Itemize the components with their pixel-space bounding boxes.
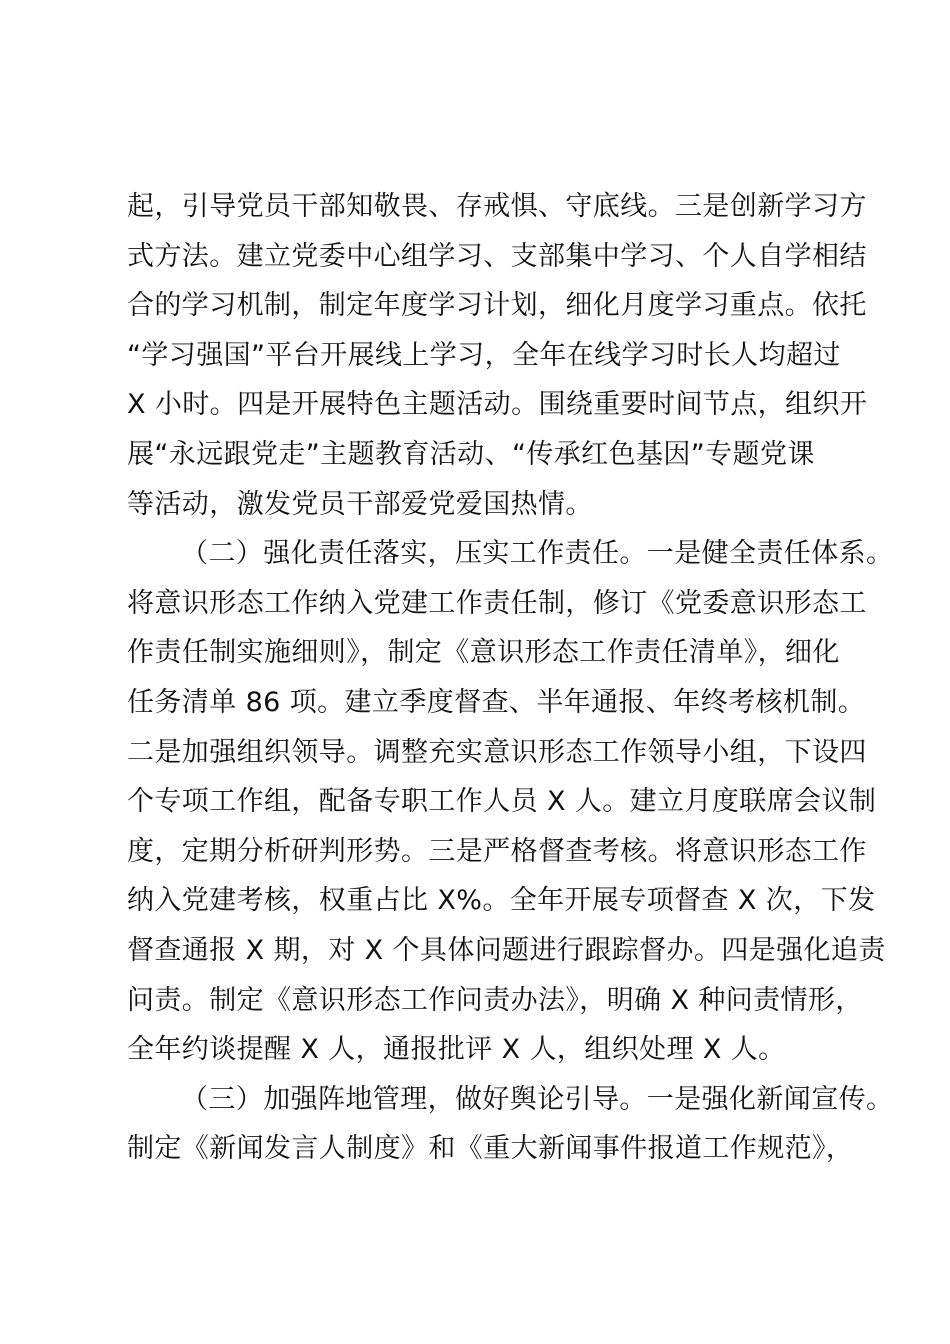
text-line: 式方法。建立党委中心组学习、支部集中学习、个人自学相结 [127, 240, 867, 272]
text-line: 将意识形态工作纳入党建工作责任制，修订《党委意识形态工 [127, 587, 867, 619]
text-line: 纳入党建考核，权重占比 X%。全年开展专项督查 X 次，下发 [127, 885, 876, 917]
text-line: 作责任制实施细则》，制定《意识形态工作责任清单》，细化 [127, 637, 840, 669]
text-line: X 小时。四是开展特色主题活动。围绕重要时间节点，组织开 [127, 389, 868, 421]
text-line: 展“永远跟党走”主题教育活动、“传承红色基因”专题党课 [127, 438, 815, 470]
text-line: 任务清单 86 项。建立季度督查、半年通报、年终考核机制。 [127, 686, 866, 718]
text-line: 个专项工作组，配备专职工作人员 X 人。建立月度联席会议制 [127, 786, 877, 818]
text-line: 起，引导党员干部知敬畏、存戒惧、守底线。三是创新学习方 [127, 191, 867, 222]
text-line: 全年约谈提醒 X 人，通报批评 X 人，组织处理 X 人。 [127, 1034, 786, 1066]
text-line: 制定《新闻发言人制度》和《重大新闻事件报道工作规范》， [127, 1133, 854, 1165]
text-line: 问责。制定《意识形态工作问责办法》，明确 X 种问责情形， [127, 984, 863, 1016]
text-line: 等活动，激发党员干部爱党爱国热情。 [127, 488, 593, 520]
text-line: 度，定期分析研判形势。三是严格督查考核。将意识形态工作 [127, 835, 867, 867]
text-line: 合的学习机制，制定年度学习计划，细化月度学习重点。依托 [127, 290, 867, 322]
text-line: “学习强国”平台开展线上学习，全年在线学习时长人均超过 [127, 339, 841, 371]
text-line: 二是加强组织领导。调整充实意识形态工作领导小组，下设四 [127, 736, 867, 768]
body-text [127, 182, 894, 1174]
text-line: 督查通报 X 期，对 X 个具体问题进行跟踪督办。四是强化追责 [127, 934, 886, 966]
text-line: （二）强化责任落实，压实工作责任。一是健全责任体系。 [181, 538, 894, 570]
text-line: （三）加强阵地管理，做好舆论引导。一是强化新闻宣传。 [181, 1083, 894, 1115]
